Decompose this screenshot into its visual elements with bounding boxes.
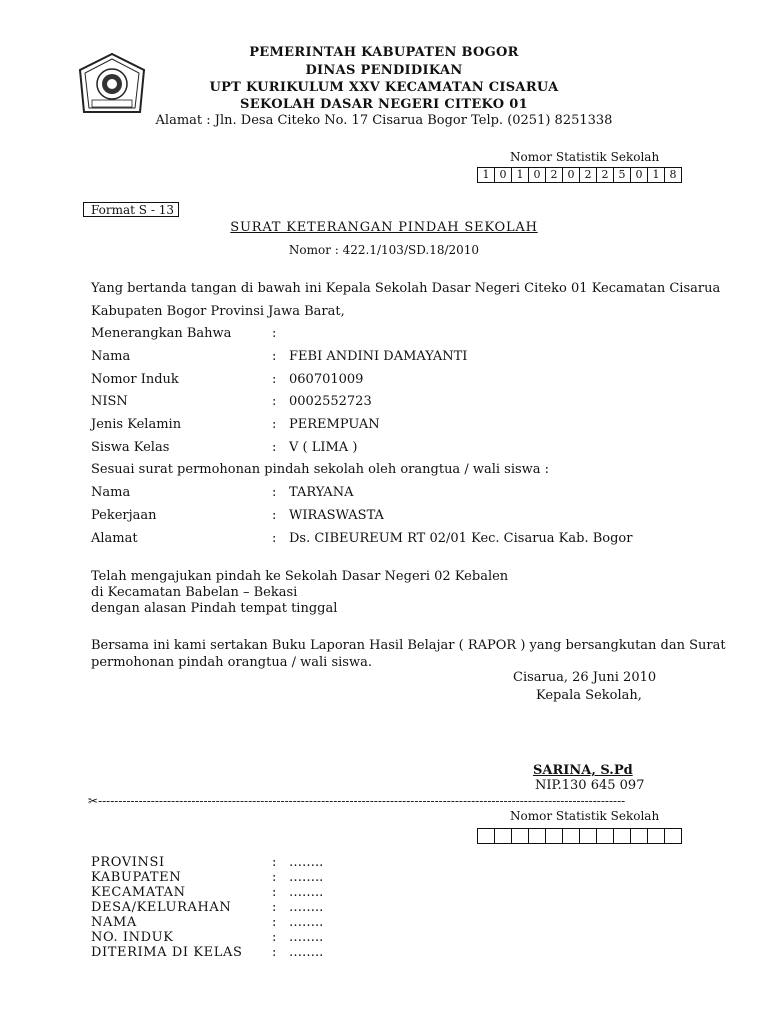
header-line-4: SEKOLAH DASAR NEGERI CITEKO 01 xyxy=(240,97,528,112)
signer-nip: NIP.130 645 097 xyxy=(535,778,645,793)
signer-title: Kepala Sekolah, xyxy=(536,688,642,703)
cut-dashes: ---------------------------------------------------------------------------------------------------------------------------------- xyxy=(98,795,626,807)
intro-line-2: Kabupaten Bogor Provinsi Jawa Barat, xyxy=(91,304,345,319)
header-line-2: DINAS PENDIDIKAN xyxy=(305,63,463,78)
field-value-jenis-kelamin: PEREMPUAN xyxy=(289,417,380,432)
bottom-label-no-induk: NO. INDUK xyxy=(91,930,174,945)
nss-digit: 8 xyxy=(664,167,682,183)
bottom-dots: …….. xyxy=(289,885,324,900)
field-label-menerangkan: Menerangkan Bahwa xyxy=(91,326,232,341)
bottom-label-kecamatan: KECAMATAN xyxy=(91,885,186,900)
bottom-dots: …….. xyxy=(289,855,324,870)
nss-digit: 5 xyxy=(613,167,630,183)
intro-line-1: Yang bertanda tangan di bawah ini Kepala Sekolah Dasar Negeri Citeko 01 Kecamatan Cisarua xyxy=(91,281,721,296)
nss-digit: 2 xyxy=(596,167,613,183)
field-colon: : xyxy=(272,900,277,915)
field-colon: : xyxy=(272,394,277,409)
transfer-line-2: di Kecamatan Babelan – Bekasi xyxy=(91,585,298,600)
empty-digit-box xyxy=(477,828,494,844)
field-colon: : xyxy=(272,870,277,885)
field-value-nama: FEBI ANDINI DAMAYANTI xyxy=(289,349,468,364)
field-value-pekerjaan: WIRASWASTA xyxy=(289,508,384,523)
field-colon: : xyxy=(272,915,277,930)
empty-digit-box xyxy=(562,828,579,844)
field-label-nama: Nama xyxy=(91,349,131,364)
field-colon: : xyxy=(272,440,277,455)
transfer-line-1: Telah mengajukan pindah ke Sekolah Dasar Negeri 02 Kebalen xyxy=(91,569,509,584)
scissors-icon: ✂ xyxy=(88,795,99,807)
field-colon: : xyxy=(272,855,277,870)
field-colon: : xyxy=(272,930,277,945)
place-date: Cisarua, 26 Juni 2010 xyxy=(513,670,657,685)
bottom-label-kabupaten: KABUPATEN xyxy=(91,870,182,885)
field-colon: : xyxy=(272,417,277,432)
bottom-label-provinsi: PROVINSI xyxy=(91,855,165,870)
bottom-label-nama: NAMA xyxy=(91,915,137,930)
field-value-nomor-induk: 060701009 xyxy=(289,372,364,387)
field-colon: : xyxy=(272,531,277,546)
empty-digit-box xyxy=(664,828,682,844)
field-label-pekerjaan: Pekerjaan xyxy=(91,508,157,523)
empty-digit-box xyxy=(596,828,613,844)
field-value-siswa-kelas: V ( LIMA ) xyxy=(289,440,358,455)
bottom-dots: …….. xyxy=(289,945,324,960)
nss-digit: 1 xyxy=(647,167,664,183)
header-address: Alamat : Jln. Desa Citeko No. 17 Cisarua Bogor Telp. (0251) 8251338 xyxy=(155,113,613,128)
nss-label: Nomor Statistik Sekolah xyxy=(510,150,660,164)
bottom-dots: …….. xyxy=(289,870,324,885)
header-line-3: UPT KURIKULUM XXV KECAMATAN CISARUA xyxy=(209,80,559,95)
nss-digit: 2 xyxy=(579,167,596,183)
document-number: Nomor : 422.1/103/SD.18/2010 xyxy=(288,243,480,257)
field-colon: : xyxy=(272,508,277,523)
empty-digit-box xyxy=(545,828,562,844)
field-label-siswa-kelas: Siswa Kelas xyxy=(91,440,170,455)
field-label-jenis-kelamin: Jenis Kelamin xyxy=(91,417,182,432)
nss-digit: 1 xyxy=(511,167,528,183)
attachment-line-1: Bersama ini kami sertakan Buku Laporan Hasil Belajar ( RAPOR ) yang bersangkutan dan Surat xyxy=(91,638,726,653)
empty-digit-box xyxy=(613,828,630,844)
empty-digit-box xyxy=(579,828,596,844)
header-line-1: PEMERINTAH KABUPATEN BOGOR xyxy=(249,45,519,60)
nss-digit: 0 xyxy=(562,167,579,183)
empty-digit-box xyxy=(528,828,545,844)
nss-digit: 0 xyxy=(494,167,511,183)
field-label-nisn: NISN xyxy=(91,394,128,409)
cut-line xyxy=(88,795,668,807)
attachment-line-2: permohonan pindah orangtua / wali siswa. xyxy=(91,655,372,670)
nss-digit: 0 xyxy=(630,167,647,183)
bottom-dots: …….. xyxy=(289,900,324,915)
nss-digit: 0 xyxy=(528,167,545,183)
field-value-alamat: Ds. CIBEUREUM RT 02/01 Kec. Cisarua Kab. Bogor xyxy=(289,531,633,546)
format-label-box: Format S - 13 xyxy=(83,202,179,217)
empty-digit-box xyxy=(494,828,511,844)
field-colon: : xyxy=(272,349,277,364)
signer-name: SARINA, S.Pd xyxy=(533,763,633,778)
field-value-nisn: 0002552723 xyxy=(289,394,372,409)
field-colon: : xyxy=(272,485,277,500)
bottom-dots: …….. xyxy=(289,930,324,945)
field-value-parent-nama: TARYANA xyxy=(289,485,354,500)
transfer-line-3: dengan alasan Pindah tempat tinggal xyxy=(91,601,338,616)
bottom-label-diterima-di-kelas: DITERIMA DI KELAS xyxy=(91,945,243,960)
nss-digit: 2 xyxy=(545,167,562,183)
field-label-alamat: Alamat xyxy=(91,531,138,546)
document-title: SURAT KETERANGAN PINDAH SEKOLAH xyxy=(230,220,538,235)
parent-intro: Sesuai surat permohonan pindah sekolah oleh orangtua / wali siswa : xyxy=(91,462,550,477)
field-colon: : xyxy=(272,945,277,960)
field-label-parent-nama: Nama xyxy=(91,485,131,500)
field-colon: : xyxy=(272,885,277,900)
empty-digit-box xyxy=(511,828,528,844)
bottom-nss-empty-boxes xyxy=(477,828,682,844)
nss-digit-boxes xyxy=(477,167,682,183)
empty-digit-box xyxy=(647,828,664,844)
bottom-dots: …….. xyxy=(289,915,324,930)
bottom-nss-label: Nomor Statistik Sekolah xyxy=(510,809,660,823)
nss-digit: 1 xyxy=(477,167,494,183)
field-colon: : xyxy=(272,372,277,387)
bottom-label-desa-kelurahan: DESA/KELURAHAN xyxy=(91,900,232,915)
empty-digit-box xyxy=(630,828,647,844)
field-label-nomor-induk: Nomor Induk xyxy=(91,372,179,387)
field-colon: : xyxy=(272,326,277,341)
